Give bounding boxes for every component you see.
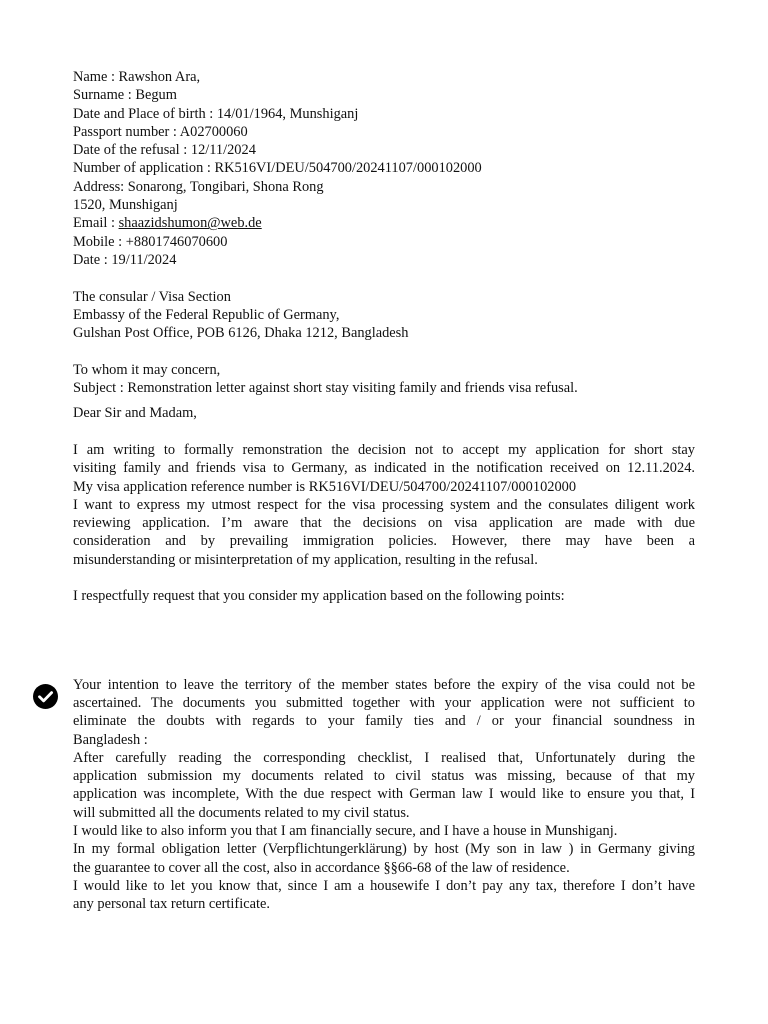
sender-passport: Passport number : A02700060 xyxy=(73,123,248,140)
sender-name: Name : Rawshon Ara, xyxy=(73,69,201,85)
recipient-line-3: Gulshan Post Office, POB 6126, Dhaka 1212, Bangladesh xyxy=(73,325,409,342)
respect-line: consideration and by prevailing immigration policies. However, there may have been a xyxy=(73,533,695,550)
respect-line: I want to express my utmost respect for the visa processing system and the consulates diligent work xyxy=(73,496,695,513)
obligation-line: In my formal obligation letter (Verpflichtungerklärung) by host (My son in law ) in Germany giving xyxy=(73,841,695,858)
respect-line: reviewing application. I’m aware that the decisions on visa application are made with due xyxy=(73,515,695,532)
email-label: Email : xyxy=(73,215,119,232)
intro-line: I am writing to formally remonstration the decision not to accept my application for short stay xyxy=(73,441,695,458)
recipient-line-2: Embassy of the Federal Republic of Germany, xyxy=(73,306,340,323)
reason-line: eliminate the doubts with regards to your family ties and / or your financial soundness in xyxy=(73,713,695,730)
sender-details xyxy=(73,68,695,269)
reason-line: Your intention to leave the territory of the member states before the expiry of the visa could not be xyxy=(73,676,695,693)
tax-line: I would like to let you know that, since I am a housewife I don’t pay any tax, therefore I don’t have xyxy=(73,877,695,894)
salutation: Dear Sir and Madam, xyxy=(73,405,197,422)
intro-line: visiting family and friends visa to Germany, as indicated in the notification received on 12.11.2024. xyxy=(73,460,695,477)
letter-date: Date : 19/11/2024 xyxy=(73,251,177,268)
obligation-line: the guarantee to cover all the cost, also in accordance §§66-68 of the law of residence. xyxy=(73,859,570,876)
financial-line: I would like to also inform you that I am financially secure, and I have a house in Munshiganj. xyxy=(73,822,618,839)
response-line: will submitted all the documents related to my civil status. xyxy=(73,804,410,821)
check-circle-icon xyxy=(33,684,58,709)
tax-line: any personal tax return certificate. xyxy=(73,896,270,913)
reason-line: Bangladesh : xyxy=(73,731,148,748)
to-whom-line: To whom it may concern, xyxy=(73,361,221,378)
respect-line: misunderstanding or misinterpretation of my application, resulting in the refusal. xyxy=(73,551,538,568)
mobile-line: Mobile : +8801746070600 xyxy=(73,233,228,250)
reason-line: ascertained. The documents you submitted together with your application were not sufficient to xyxy=(73,694,695,711)
email-line xyxy=(73,214,695,232)
recipient-line-1: The consular / Visa Section xyxy=(73,288,231,305)
address-line-2: 1520, Munshiganj xyxy=(73,197,178,214)
response-line: After carefully reading the corresponding checklist, I realised that, Unfortunately during the xyxy=(73,749,695,766)
sender-surname: Surname : Begum xyxy=(73,87,177,104)
application-number: Number of application : RK516VI/DEU/504700/20241107/000102000 xyxy=(73,160,482,177)
email-link[interactable]: shaazidshumon@web.de xyxy=(118,215,262,232)
intro-paragraph xyxy=(73,441,695,569)
point-block xyxy=(73,676,695,914)
refusal-date: Date of the refusal : 12/11/2024 xyxy=(73,142,256,159)
letter-body xyxy=(73,68,695,913)
request-line: I respectfully request that you consider my application based on the following points: xyxy=(73,588,565,605)
reference-line: My visa application reference number is RK516VI/DEU/504700/20241107/000102000 xyxy=(73,478,577,495)
address-line-1: Address: Sonarong, Tongibari, Shona Rong xyxy=(73,178,324,195)
response-line: application submission my documents related to civil status was missing, because of that my xyxy=(73,768,695,785)
subject-line: Subject : Remonstration letter against short stay visiting family and friends visa refusal. xyxy=(73,380,578,397)
recipient-address xyxy=(73,288,695,343)
response-line: application was incomplete, With the due respect with German law I would like to ensure you that, I xyxy=(73,786,695,803)
sender-birth: Date and Place of birth : 14/01/1964, Munshiganj xyxy=(73,105,359,122)
